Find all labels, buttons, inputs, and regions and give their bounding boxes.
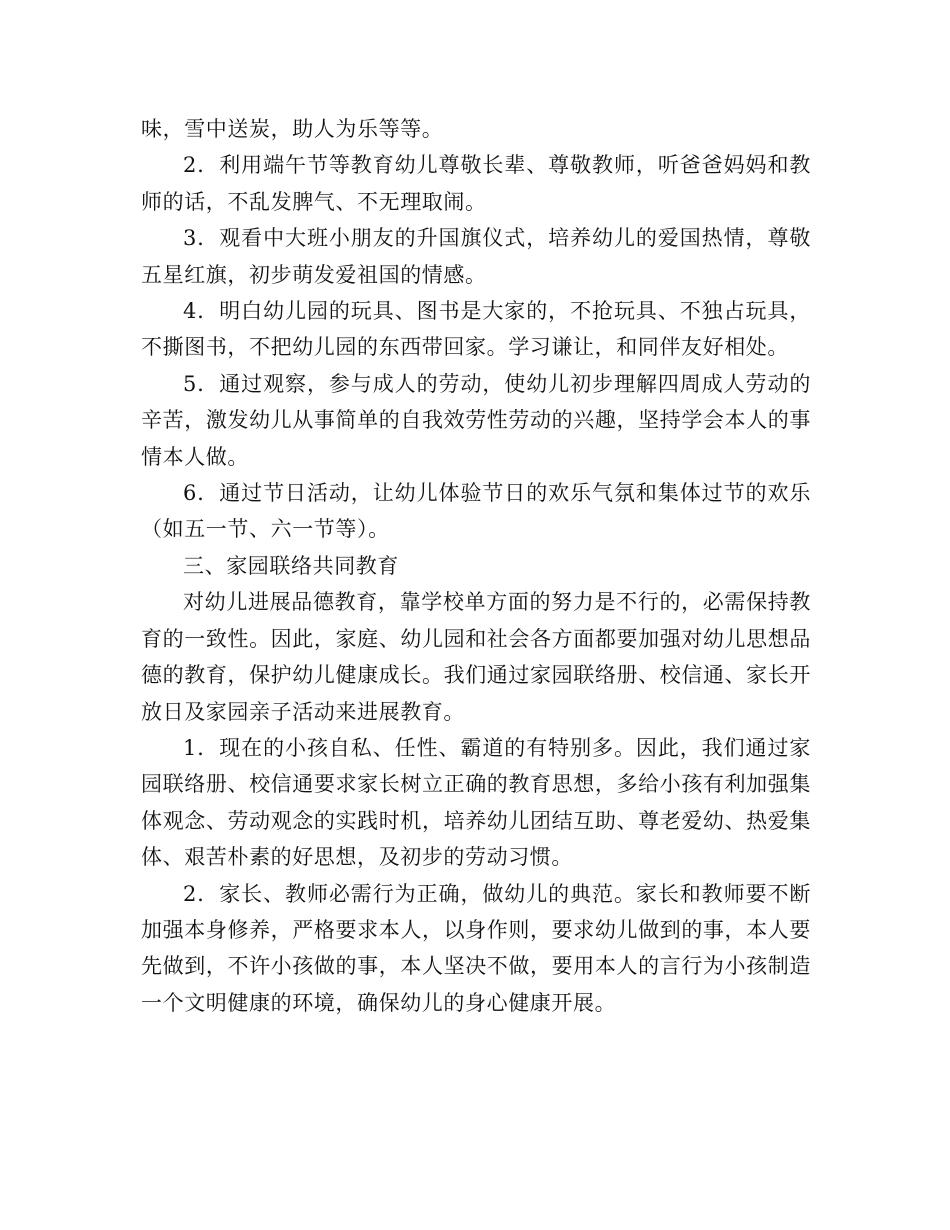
paragraph-item-4-share-toys: 4．明白幼儿园的玩具、图书是大家的，不抢玩具、不独占玩具，不撕图书，不把幼儿园的东西带回家。学习谦让，和同伴友好相处。 (141, 299, 811, 360)
paragraph-item-5-labor: 5．通过观察，参与成人的劳动，使幼儿初步理解四周成人劳动的辛苦，激发幼儿从事简单的自我效劳性劳动的兴趣，坚持学会本人的事情本人做。 (141, 371, 811, 469)
paragraph-item-2-respect-elders: 2．利用端午节等教育幼儿尊敬长辈、尊敬教师，听爸爸妈妈和教师的话，不乱发脾气、不无理取闹。 (141, 153, 811, 214)
paragraph-item-3-flag-ceremony: 3．观看中大班小朋友的升国旗仪式，培养幼儿的爱国热情，尊敬五星红旗，初步萌发爱祖国的情感。 (141, 226, 811, 287)
paragraph-continuation: 味，雪中送炭，助人为乐等等。 (141, 117, 444, 141)
paragraph-home-school-item-2: 2．家长、教师必需行为正确，做幼儿的典范。家长和教师要不断加强本身修养，严格要求本人，以身作则，要求幼儿做到的事，本人要先做到，不许小孩做的事，本人坚决不做，要用本人的言行为小孩制造一个文明健康的环境，确保幼儿的身心健康开展。 (141, 881, 811, 1015)
paragraph-home-school-item-1: 1．现在的小孩自私、任性、霸道的有特别多。因此，我们通过家园联络册、校信通要求家长树立正确的教育思想，多给小孩有利加强集体观念、劳动观念的实践时机，培养幼儿团结互助、尊老爱幼、热爱集体、艰苦朴素的好思想，及初步的劳动习惯。 (141, 735, 811, 870)
section-heading-home-school: 三、家园联络共同教育 (183, 553, 399, 578)
paragraph-item-6-festivals: 6．通过节日活动，让幼儿体验节日的欢乐气氛和集体过节的欢乐（如五一节、六一节等）。 (141, 481, 811, 542)
document-body (141, 111, 811, 1021)
paragraph-home-school-intro: 对幼儿进展品德教育，靠学校单方面的努力是不行的，必需保持教育的一致性。因此，家庭、幼儿园和社会各方面都要加强对幼儿思想品德的教育，保护幼儿健康成长。我们通过家园联络册、校信通、家长开放日及家园亲子活动来进展教育。 (141, 590, 811, 724)
